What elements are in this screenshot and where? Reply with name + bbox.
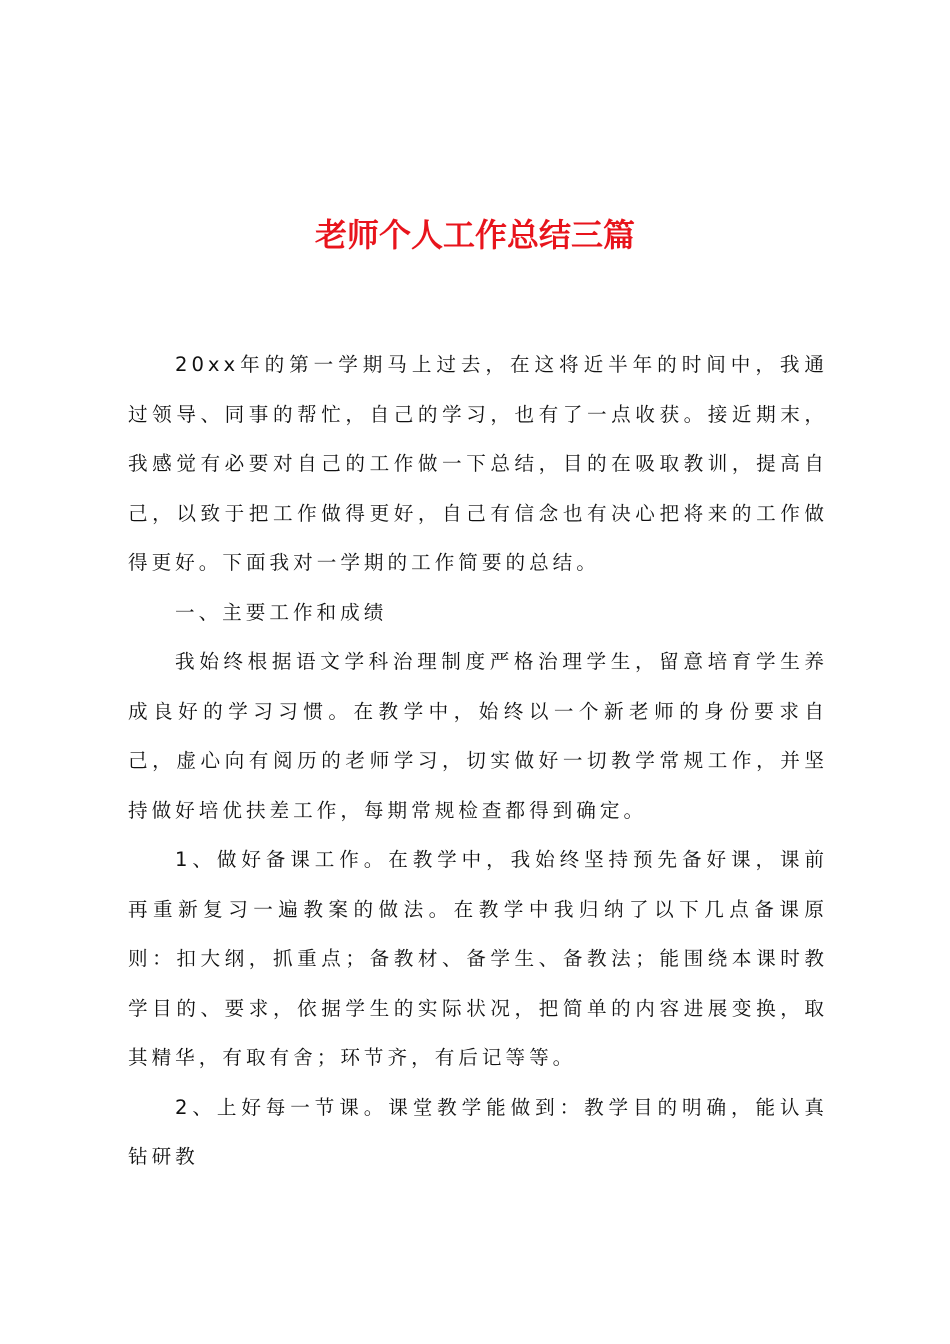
section-heading-main-work: 一、主要工作和成绩 xyxy=(175,600,388,624)
paragraph-teaching: 2、上好每一节课。课堂教学能做到：教学目的明确，能认真钻研教 xyxy=(128,1095,828,1168)
document-title: 老师个人工作总结三篇 xyxy=(314,216,635,254)
paragraph-intro: 20xx年的第一学期马上过去，在这将近半年的时间中，我通过领导、同事的帮忙，自己的学习，也有了一点收获。接近期末，我感觉有必要对自己的工作做一下总结，目的在吸取教训，提高自己，以致于把工作做得更好，自己有信念也有决心把将来的工作做得更好。下面我对一学期的工作简要的总结。 xyxy=(128,353,828,574)
document-body xyxy=(128,340,828,1182)
paragraph-management: 我始终根据语文学科治理制度严格治理学生，留意培育学生养成良好的学习习惯。在教学中，始终以一个新老师的身份要求自己，虚心向有阅历的老师学习，切实做好一切教学常规工作，并坚持做好培优扶差工作，每期常规检查都得到确定。 xyxy=(128,650,828,822)
paragraph-lesson-prep: 1、做好备课工作。在教学中，我始终坚持预先备好课，课前再重新复习一遍教案的做法。在教学中我归纳了以下几点备课原则：扣大纲，抓重点；备教材、备学生、备教法；能围绕本课时教学目的、要求，依据学生的实际状况，把简单的内容进展变换，取其精华，有取有舍；环节齐，有后记等等。 xyxy=(128,848,828,1069)
